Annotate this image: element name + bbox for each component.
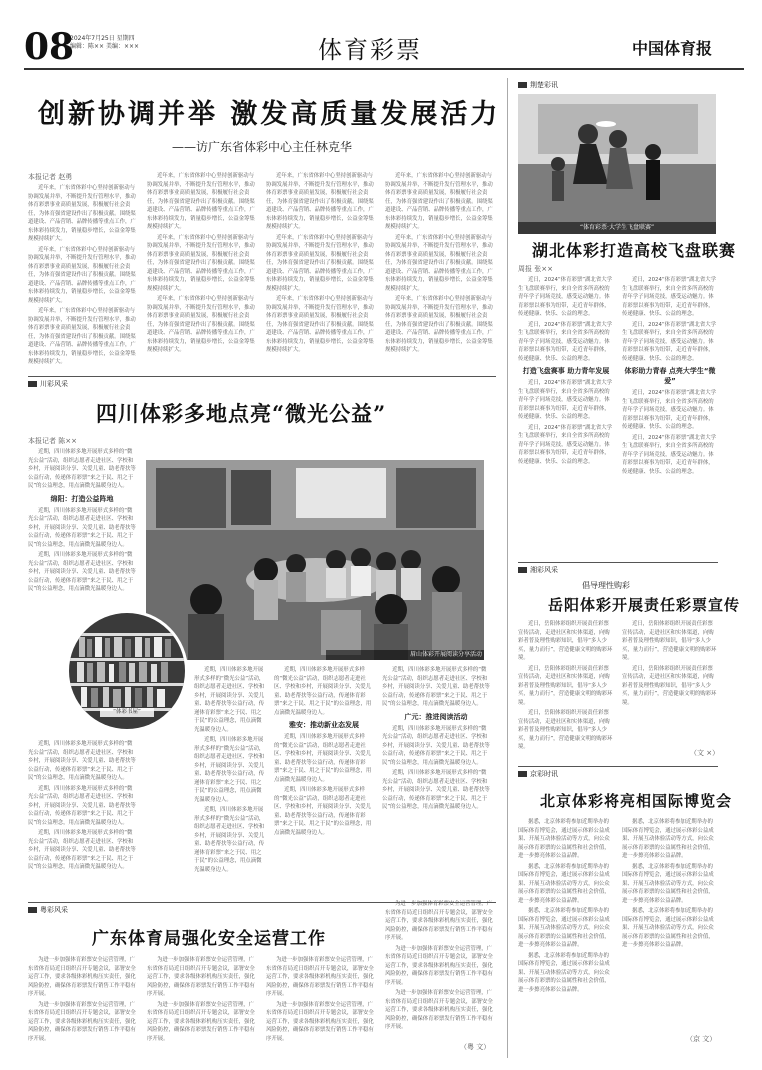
beijing-paragraph: 据悉，北京体彩将参加近期举办的国际体育博览会，通过展示体彩公益成果、开展互动体验活动等方式，向公众展示体育彩票的公益属性和社会价值，进一步擦亮体彩公益品牌。 [518, 952, 610, 993]
beijing-paragraph: 据悉，北京体彩将参加近期举办的国际体育博览会，通过展示体彩公益成果、开展互动体验活动等方式，向公众展示体育彩票的公益属性和社会价值，进一步擦亮体彩公益品牌。 [622, 908, 714, 948]
yueyang-kicker: 倡导理性购彩 [582, 581, 630, 590]
hubei-byline: 周报 张×× [518, 265, 553, 273]
guangdong-headline: 广东体育局强化安全运营工作 [92, 929, 326, 949]
guangdong-column [147, 956, 259, 1052]
hubei-paragraph: 近日，2024“体育彩票”湖北省大学生飞盘联赛举行，来自全省多所高校的青年学子同场竞技，感受运动魅力。体育彩票以赛事为纽带，走近青年群体，传递健康、快乐、公益的理念。 [622, 390, 716, 430]
guangdong-paragraph: 为进一步加强体育彩票安全运营管理，广东省体育局近日组织召开专题会议，部署安全运营工作，要求各级体彩机构压实责任，强化风险防控，确保体育彩票发行销售工作平稳有序开展。 [385, 945, 493, 986]
lead-paragraph: 近年来，广东省体彩中心坚持创新驱动与协调发展并举，不断提升发行管理水平，推动体育彩票事业高质量发展，积极履行社会责任，为体育强省建设作出了积极贡献。围绕渠道建设、产品营销、品牌传播等重点工作，广东体彩持续发力，销量稳步增长，公益金筹集规模持续扩大。 [385, 173, 493, 230]
beijing-tag-label: 京彩时讯 [530, 770, 558, 778]
frisbee-match-photo [518, 94, 716, 234]
column-divider [507, 78, 508, 1058]
hubei-column [622, 276, 718, 556]
beijing-paragraph: 据悉，北京体彩将参加近期举办的国际体育博览会，通过展示体彩公益成果、开展互动体验活动等方式，向公众展示体育彩票的公益属性和社会价值，进一步擦亮体彩公益品牌。 [518, 863, 610, 904]
sichuan-paragraph: 近期，四川体彩多地开展形式多样的“微光公益”活动，组织志愿者走进社区、学校和乡村，开展阅读分享、关爱儿童、助老帮扶等公益行动，传递体育彩票“来之于民、用之于民”的公益理念，用点滴微光温暖身边人。 [28, 449, 136, 489]
inset-caption: “体彩书屋” [100, 708, 154, 717]
sichuan-headline: 四川体彩多地点亮“微光公益” [96, 401, 387, 426]
tag-marker-icon [518, 567, 527, 573]
guangdong-column [266, 956, 378, 1052]
sichuan-paragraph: 近期，四川体彩多地开展形式多样的“微光公益”活动，组织志愿者走进社区、学校和乡村，开展阅读分享、关爱儿童、助老帮扶等公益行动，传递体育彩票“来之于民、用之于民”的公益理念，用点滴微光温暖身边人。 [382, 770, 490, 810]
beijing-tag [518, 769, 558, 779]
yueyang-paragraph: 近日，岳阳体彩组织开展责任彩票宣传活动，走进社区和实体渠道，向购彩者普及理性购彩知识，倡导“多人少买，量力而行”，营造健康文明的购彩环境。 [622, 665, 717, 706]
section-title: 体育彩票 [318, 36, 422, 64]
hubei-paragraph: 近日，2024“体育彩票”湖北省大学生飞盘联赛举行，来自全省多所高校的青年学子同场竞技，感受运动魅力。体育彩票以赛事为纽带，走近青年群体，传递健康、快乐、公益的理念。 [518, 277, 612, 317]
sichuan-paragraph: 近期，四川体彩多地开展形式多样的“微光公益”活动，组织志愿者走进社区、学校和乡村，开展阅读分享、关爱儿童、助老帮扶等公益行动，传递体育彩票“来之于民、用之于民”的公益理念，用点滴微光温暖身边人。 [194, 737, 265, 803]
sichuan-subhead: 广元：推进阅读活动 [404, 712, 468, 721]
hubei-photo [518, 94, 716, 234]
lead-column [147, 172, 257, 356]
sichuan-column [28, 740, 136, 890]
issue-info-line: 编辑：陈×× 美编：××× [70, 43, 140, 50]
hubei-paragraph: 近日，2024“体育彩票”湖北省大学生飞盘联赛举行，来自全省多所高校的青年学子同场竞技，感受运动魅力。体育彩票以赛事为纽带，走近青年群体，传递健康、快乐、公益的理念。 [518, 321, 612, 362]
yueyang-end-note: （文 ×） [690, 749, 720, 757]
lead-paragraph: 近年来，广东省体彩中心坚持创新驱动与协调发展并举，不断提升发行管理水平，推动体育彩票事业高质量发展，积极履行社会责任，为体育强省建设作出了积极贡献。围绕渠道建设、产品营销、品牌传播等重点工作，广东体彩持续发力，销量稳步增长，公益金筹集规模持续扩大。 [266, 296, 374, 353]
sichuan-paragraph: 近期，四川体彩多地开展形式多样的“微光公益”活动，组织志愿者走进社区、学校和乡村，开展阅读分享、关爱儿童、助老帮扶等公益行动，传递体育彩票“来之于民、用之于民”的公益理念，用点滴微光温暖身边人。 [274, 667, 372, 716]
guangdong-tag [28, 905, 68, 915]
yueyang-paragraph: 近日，岳阳体彩组织开展责任彩票宣传活动，走进社区和实体渠道，向购彩者普及理性购彩知识，倡导“多人少买，量力而行”，营造健康文明的购彩环境。 [518, 665, 613, 706]
tag-marker-icon [518, 771, 527, 777]
sichuan-paragraph: 近期，四川体彩多地开展形式多样的“微光公益”活动，组织志愿者走进社区、学校和乡村，开展阅读分享、关爱儿童、助老帮扶等公益行动，传递体育彩票“来之于民、用之于民”的公益理念，用点滴微光温暖身边人。 [28, 741, 136, 781]
lead-paragraph: 近年来，广东省体彩中心坚持创新驱动与协调发展并举，不断提升发行管理水平，推动体育彩票事业高质量发展，积极履行社会责任，为体育强省建设作出了积极贡献。围绕渠道建设、产品营销、品牌传播等重点工作，广东体彩持续发力，销量稳步增长，公益金筹集规模持续扩大。 [147, 173, 255, 230]
section-rule [518, 766, 718, 767]
yueyang-paragraph: 近日，岳阳体彩组织开展责任彩票宣传活动，走进社区和实体渠道，向购彩者普及理性购彩知识，倡导“多人少买，量力而行”，营造健康文明的购彩环境。 [622, 621, 717, 661]
sichuan-byline: 本报记者 陈×× [28, 437, 77, 445]
sichuan-subhead: 绵阳：打造公益阵地 [50, 494, 114, 503]
hubei-headline: 湖北体彩打造高校飞盘联赛 [532, 241, 737, 260]
sichuan-paragraph: 近期，四川体彩多地开展形式多样的“微光公益”活动，组织志愿者走进社区、学校和乡村，开展阅读分享、关爱儿童、助老帮扶等公益行动，传递体育彩票“来之于民、用之于民”的公益理念，用点滴微光温暖身边人。 [28, 552, 136, 592]
yueyang-paragraph: 近日，岳阳体彩组织开展责任彩票宣传活动，走进社区和实体渠道，向购彩者普及理性购彩知识，倡导“多人少买，量力而行”，营造健康文明的购彩环境。 [518, 621, 613, 661]
guangdong-column [28, 956, 140, 1052]
sichuan-column [382, 666, 490, 890]
sichuan-tag [28, 379, 68, 389]
beijing-paragraph: 据悉，北京体彩将参加近期举办的国际体育博览会，通过展示体彩公益成果、开展互动体验活动等方式，向公众展示体育彩票的公益属性和社会价值，进一步擦亮体彩公益品牌。 [622, 863, 714, 904]
yueyang-headline: 岳阳体彩开展责任彩票宣传 [548, 596, 741, 614]
beijing-column [518, 818, 614, 1042]
hubei-subhead: 打造飞盘赛事 助力青年发展 [522, 367, 610, 375]
hubei-paragraph: 近日，2024“体育彩票”湖北省大学生飞盘联赛举行，来自全省多所高校的青年学子同场竞技，感受运动魅力。体育彩票以赛事为纽带，走近青年群体，传递健康、快乐、公益的理念。 [622, 277, 716, 317]
guangdong-paragraph: 为进一步加强体育彩票安全运营管理，广东省体育局近日组织召开专题会议，部署安全运营工作，要求各级体彩机构压实责任，强化风险防控，确保体育彩票发行销售工作平稳有序开展。 [28, 957, 136, 997]
guangdong-end-note: （粤 文） [460, 1043, 491, 1051]
hubei-paragraph: 近日，2024“体育彩票”湖北省大学生飞盘联赛举行，来自全省多所高校的青年学子同场竞技，感受运动魅力。体育彩票以赛事为纽带，走近青年群体，传递健康、快乐、公益的理念。 [518, 380, 612, 420]
sichuan-paragraph: 近期，四川体彩多地开展形式多样的“微光公益”活动，组织志愿者走进社区、学校和乡村，开展阅读分享、关爱儿童、助老帮扶等公益行动，传递体育彩票“来之于民、用之于民”的公益理念，用点滴微光温暖身边人。 [382, 667, 490, 707]
yueyang-tag-label: 湘彩风采 [530, 566, 558, 574]
sichuan-photo-caption: 眉山体彩开展阅读分享活动 [326, 650, 484, 660]
tag-marker-icon [28, 907, 37, 913]
guangdong-paragraph: 为进一步加强体育彩票安全运营管理，广东省体育局近日组织召开专题会议，部署安全运营工作，要求各级体彩机构压实责任，强化风险防控，确保体育彩票发行销售工作平稳有序开展。 [147, 957, 255, 997]
beijing-paragraph: 据悉，北京体彩将参加近期举办的国际体育博览会，通过展示体彩公益成果、开展互动体验活动等方式，向公众展示体育彩票的公益属性和社会价值，进一步擦亮体彩公益品牌。 [622, 819, 714, 859]
tag-marker-icon [518, 82, 527, 88]
lead-paragraph: 近年来，广东省体彩中心坚持创新驱动与协调发展并举，不断提升发行管理水平，推动体育彩票事业高质量发展，积极履行社会责任，为体育强省建设作出了积极贡献。围绕渠道建设、产品营销、品牌传播等重点工作，广东体彩持续发力，销量稳步增长，公益金筹集规模持续扩大。 [266, 234, 374, 292]
lead-paragraph: 近年来，广东省体彩中心坚持创新驱动与协调发展并举，不断提升发行管理水平，推动体育彩票事业高质量发展，积极履行社会责任，为体育强省建设作出了积极贡献。围绕渠道建设、产品营销、品牌传播等重点工作，广东体彩持续发力，销量稳步增长，公益金筹集规模持续扩大。 [385, 234, 493, 292]
masthead-rule [24, 68, 744, 70]
sichuan-paragraph: 近期，四川体彩多地开展形式多样的“微光公益”活动，组织志愿者走进社区、学校和乡村，开展阅读分享、关爱儿童、助老帮扶等公益行动，传递体育彩票“来之于民、用之于民”的公益理念，用点滴微光温暖身边人。 [28, 507, 136, 548]
lead-paragraph: 近年来，广东省体彩中心坚持创新驱动与协调发展并举，不断提升发行管理水平，推动体育彩票事业高质量发展，积极履行社会责任，为体育强省建设作出了积极贡献。围绕渠道建设、产品营销、品牌传播等重点工作，广东体彩持续发力，销量稳步增长，公益金筹集规模持续扩大。 [28, 246, 136, 304]
issue-info [70, 35, 150, 51]
yueyang-paragraph: 近日，岳阳体彩组织开展责任彩票宣传活动，走进社区和实体渠道，向购彩者普及理性购彩知识，倡导“多人少买，量力而行”，营造健康文明的购彩环境。 [518, 710, 613, 750]
lead-paragraph: 近年来，广东省体彩中心坚持创新驱动与协调发展并举，不断提升发行管理水平，推动体育彩票事业高质量发展，积极履行社会责任，为体育强省建设作出了积极贡献。围绕渠道建设、产品营销、品牌传播等重点工作，广东体彩持续发力，销量稳步增长，公益金筹集规模持续扩大。 [266, 173, 374, 230]
hubei-subhead: 体彩助力青春 点亮大学生“微爱” [624, 367, 716, 385]
beijing-paragraph: 据悉，北京体彩将参加近期举办的国际体育博览会，通过展示体彩公益成果、开展互动体验活动等方式，向公众展示体育彩票的公益属性和社会价值，进一步擦亮体彩公益品牌。 [518, 819, 610, 859]
lead-paragraph: 近年来，广东省体彩中心坚持创新驱动与协调发展并举，不断提升发行管理水平，推动体育彩票事业高质量发展，积极履行社会责任，为体育强省建设作出了积极贡献。围绕渠道建设、产品营销、品牌传播等重点工作，广东体彩持续发力，销量稳步增长，公益金筹集规模持续扩大。 [28, 185, 136, 242]
guangdong-paragraph: 为进一步加强体育彩票安全运营管理，广东省体育局近日组织召开专题会议，部署安全运营工作，要求各级体彩机构压实责任，强化风险防控，确保体育彩票发行销售工作平稳有序开展。 [266, 957, 374, 997]
guangdong-paragraph: 为进一步加强体育彩票安全运营管理，广东省体育局近日组织召开专题会议，部署安全运营工作，要求各级体彩机构压实责任，强化风险防控，确保体育彩票发行销售工作平稳有序开展。 [28, 1001, 136, 1042]
lead-column [385, 172, 495, 356]
guangdong-paragraph: 为进一步加强体育彩票安全运营管理，广东省体育局近日组织召开专题会议，部署安全运营工作，要求各级体彩机构压实责任，强化风险防控，确保体育彩票发行销售工作平稳有序开展。 [385, 990, 493, 1030]
yueyang-column [518, 620, 614, 762]
yueyang-tag [518, 565, 558, 575]
lead-headline: 创新协调并举 激发高质量发展活力 [38, 99, 501, 130]
lead-paragraph: 近年来，广东省体彩中心坚持创新驱动与协调发展并举，不断提升发行管理水平，推动体育彩票事业高质量发展，积极履行社会责任，为体育强省建设作出了积极贡献。围绕渠道建设、产品营销、品牌传播等重点工作，广东体彩持续发力，销量稳步增长，公益金筹集规模持续扩大。 [28, 308, 136, 365]
guangdong-tag-label: 粤彩风采 [40, 906, 68, 914]
sichuan-paragraph: 近期，四川体彩多地开展形式多样的“微光公益”活动，组织志愿者走进社区、学校和乡村，开展阅读分享、关爱儿童、助老帮扶等公益行动，传递体育彩票“来之于民、用之于民”的公益理念，用点滴微光温暖身边人。 [274, 787, 372, 836]
issue-info-line: 2024年7月25日 星期四 [70, 35, 135, 42]
guangdong-paragraph: 为进一步加强体育彩票安全运营管理，广东省体育局近日组织召开专题会议，部署安全运营工作，要求各级体彩机构压实责任，强化风险防控，确保体育彩票发行销售工作平稳有序开展。 [147, 1001, 255, 1042]
guangdong-paragraph: 为进一步加强体育彩票安全运营管理，广东省体育局近日组织召开专题会议，部署安全运营工作，要求各级体彩机构压实责任，强化风险防控，确保体育彩票发行销售工作平稳有序开展。 [385, 901, 493, 941]
hubei-paragraph: 近日，2024“体育彩票”湖北省大学生飞盘联赛举行，来自全省多所高校的青年学子同场竞技，感受运动魅力。体育彩票以赛事为纽带，走近青年群体，传递健康、快乐、公益的理念。 [622, 434, 716, 475]
hubei-paragraph: 近日，2024“体育彩票”湖北省大学生飞盘联赛举行，来自全省多所高校的青年学子同场竞技，感受运动魅力。体育彩票以赛事为纽带，走近青年群体，传递健康、快乐、公益的理念。 [518, 424, 612, 465]
sichuan-paragraph: 近期，四川体彩多地开展形式多样的“微光公益”活动，组织志愿者走进社区、学校和乡村，开展阅读分享、关爱儿童、助老帮扶等公益行动，传递体育彩票“来之于民、用之于民”的公益理念，用点滴微光温暖身边人。 [382, 725, 490, 766]
page-number: 08 [24, 26, 75, 68]
guangdong-column [385, 900, 495, 1040]
sichuan-paragraph: 近期，四川体彩多地开展形式多样的“微光公益”活动，组织志愿者走进社区、学校和乡村，开展阅读分享、关爱儿童、助老帮扶等公益行动，传递体育彩票“来之于民、用之于民”的公益理念，用点滴微光温暖身边人。 [194, 807, 265, 873]
lead-paragraph: 近年来，广东省体彩中心坚持创新驱动与协调发展并举，不断提升发行管理水平，推动体育彩票事业高质量发展，积极履行社会责任，为体育强省建设作出了积极贡献。围绕渠道建设、产品营销、品牌传播等重点工作，广东体彩持续发力，销量稳步增长，公益金筹集规模持续扩大。 [385, 296, 493, 353]
section-rule [518, 562, 718, 563]
lead-paragraph: 近年来，广东省体彩中心坚持创新驱动与协调发展并举，不断提升发行管理水平，推动体育彩票事业高质量发展，积极履行社会责任，为体育强省建设作出了积极贡献。围绕渠道建设、产品营销、品牌传播等重点工作，广东体彩持续发力，销量稳步增长，公益金筹集规模持续扩大。 [147, 296, 255, 353]
sichuan-tag-label: 川彩风采 [40, 380, 68, 388]
beijing-paragraph: 据悉，北京体彩将参加近期举办的国际体育博览会，通过展示体彩公益成果、开展互动体验活动等方式，向公众展示体育彩票的公益属性和社会价值，进一步擦亮体彩公益品牌。 [518, 908, 610, 948]
sichuan-photo [146, 460, 484, 660]
guangdong-paragraph: 为进一步加强体育彩票安全运营管理，广东省体育局近日组织召开专题会议，部署安全运营工作，要求各级体彩机构压实责任，强化风险防控，确保体育彩票发行销售工作平稳有序开展。 [266, 1001, 374, 1042]
bookshelf-inset [66, 610, 188, 732]
lead-paragraph: 近年来，广东省体彩中心坚持创新驱动与协调发展并举，不断提升发行管理水平，推动体育彩票事业高质量发展，积极履行社会责任，为体育强省建设作出了积极贡献。围绕渠道建设、产品营销、品牌传播等重点工作，广东体彩持续发力，销量稳步增长，公益金筹集规模持续扩大。 [147, 234, 255, 292]
hubei-tag [518, 80, 558, 90]
sichuan-column [274, 666, 374, 890]
lead-subheadline: ——访广东省体彩中心主任林克华 [172, 140, 353, 154]
sichuan-subhead: 雅安：推动新业态发展 [289, 721, 359, 729]
hubei-column [518, 276, 614, 556]
yueyang-column [622, 620, 718, 746]
sichuan-column [194, 666, 266, 890]
lead-column [28, 184, 138, 365]
lead-column [266, 172, 376, 356]
sichuan-paragraph: 近期，四川体彩多地开展形式多样的“微光公益”活动，组织志愿者走进社区、学校和乡村，开展阅读分享、关爱儿童、助老帮扶等公益行动，传递体育彩票“来之于民、用之于民”的公益理念，用点滴微光温暖身边人。 [194, 667, 265, 733]
sichuan-paragraph: 近期，四川体彩多地开展形式多样的“微光公益”活动，组织志愿者走进社区、学校和乡村，开展阅读分享、关爱儿童、助老帮扶等公益行动，传递体育彩票“来之于民、用之于民”的公益理念，用点滴微光温暖身边人。 [28, 785, 136, 826]
sichuan-paragraph: 近期，四川体彩多地开展形式多样的“微光公益”活动，组织志愿者走进社区、学校和乡村，开展阅读分享、关爱儿童、助老帮扶等公益行动，传递体育彩票“来之于民、用之于民”的公益理念，用点滴微光温暖身边人。 [274, 734, 372, 783]
hubei-paragraph: 近日，2024“体育彩票”湖北省大学生飞盘联赛举行，来自全省多所高校的青年学子同场竞技，感受运动魅力。体育彩票以赛事为纽带，走近青年群体，传递健康、快乐、公益的理念。 [622, 321, 716, 362]
sichuan-paragraph: 近期，四川体彩多地开展形式多样的“微光公益”活动，组织志愿者走进社区、学校和乡村，开展阅读分享、关爱儿童、助老帮扶等公益行动，传递体育彩票“来之于民、用之于民”的公益理念，用点滴微光温暖身边人。 [28, 830, 136, 870]
hubei-tag-label: 荆楚彩讯 [530, 81, 558, 89]
newspaper-logo: 中国体育报 [632, 39, 713, 58]
tag-marker-icon [28, 381, 37, 387]
hubei-photo-caption: “体育彩票·大学生飞盘联赛” [518, 222, 716, 234]
beijing-end-note: （京 文） [686, 1035, 717, 1043]
beijing-column [622, 818, 718, 1030]
beijing-headline: 北京体彩将亮相国际博览会 [540, 792, 733, 810]
reading-event-photo [146, 460, 484, 660]
section-rule [28, 376, 496, 377]
lead-byline: 本报记者 赵勇 [28, 173, 73, 181]
